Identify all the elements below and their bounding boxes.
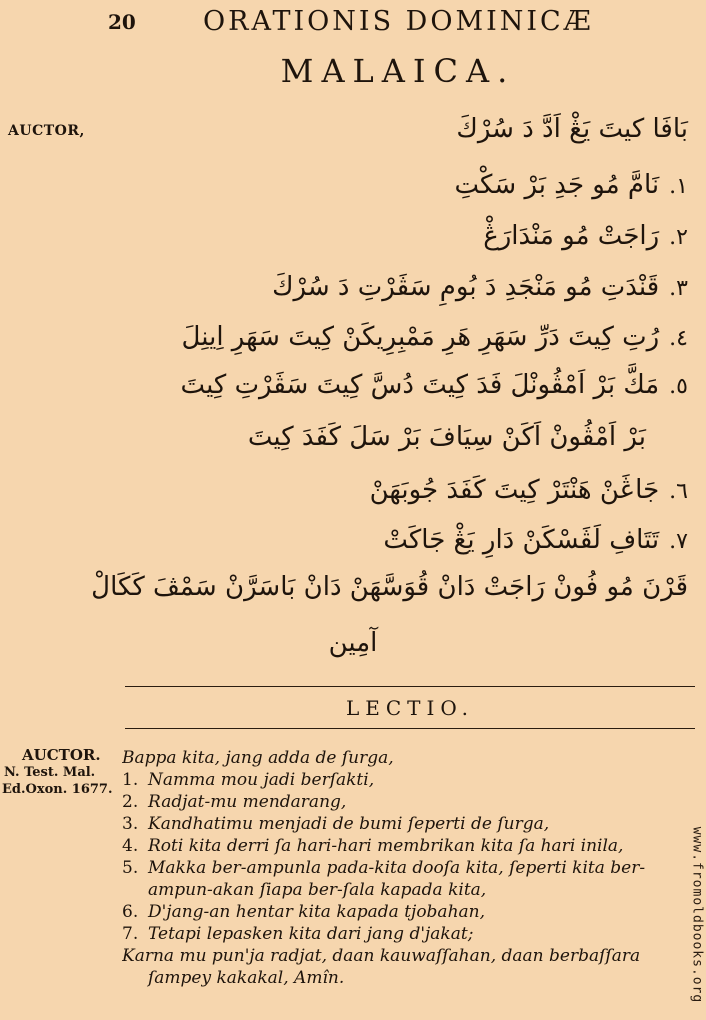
section-title: LECTIO. xyxy=(345,696,474,720)
transliteration-line: 7. Tetapi lepasken kita dari jang d'jakat; xyxy=(122,924,474,944)
watermark: www.fromoldbooks.org xyxy=(689,826,705,1004)
transliteration-line: 3. Kandhatimu menjadi de bumi ſeperti de ſurga, xyxy=(122,814,550,834)
verse-number: ٧. xyxy=(669,529,688,554)
arabic-verse-4 xyxy=(182,322,688,352)
transliteration-line: 6. D'jang-an hentar kita kapada tjobahan, xyxy=(122,902,486,922)
transliteration-line: 4. Roti kita derri ſa hari-hari membrikan kita ſa hari inila, xyxy=(122,836,624,856)
verse-number: 2. xyxy=(122,792,139,812)
page-title: MALAICA. xyxy=(280,52,516,90)
verse-number: 3. xyxy=(122,814,139,834)
verse-text: رَاجَتْ مُو مَنْدَارَڠْ xyxy=(483,221,660,251)
verse-number: 4. xyxy=(122,836,139,856)
divider-rule-bottom xyxy=(125,728,695,729)
source-edition: Ed.Oxon. 1677. xyxy=(2,782,113,797)
verse-number: 5. xyxy=(122,858,139,878)
verse-text: نَامَّ مُو جَدِ بَرْ سَكْتِ xyxy=(454,170,660,200)
arabic-verse-2 xyxy=(483,221,688,251)
verse-number: ٦. xyxy=(669,479,688,504)
verse-number: ٣. xyxy=(669,276,688,301)
arabic-verse-5-continued xyxy=(248,422,646,452)
verse-text: جَاڠَنْ هَنْتَرْ كِيتَ كَفَدَ جُوبَهَنْ xyxy=(369,475,660,505)
arabic-verse-3 xyxy=(272,272,688,302)
verse-number: 7. xyxy=(122,924,139,944)
page-number: 20 xyxy=(108,10,136,34)
arabic-verse-1 xyxy=(455,170,688,200)
transliteration-line: Bappa kita, jang adda de ſurga, xyxy=(122,748,394,768)
verse-number: 6. xyxy=(122,902,139,922)
transliteration-line: 1. Namma mou jadi berſakti, xyxy=(122,770,375,790)
transliteration-line: ſampey kakakal, Amîn. xyxy=(148,968,345,988)
source-work: N. Test. Mal. xyxy=(4,765,96,780)
verse-number: 1. xyxy=(122,770,139,790)
arabic-verse-5 xyxy=(181,370,688,400)
divider-rule-top xyxy=(125,686,695,687)
transliteration-line: 2. Radjat-mu mendarang, xyxy=(122,792,347,812)
arabic-invocation: بَافَا كيتَ يَڠْ اَدَّ دَ سُرْكَ xyxy=(456,114,688,144)
arabic-amen: آمِين xyxy=(328,628,378,658)
page-header xyxy=(0,6,706,36)
transliteration-line: Karna mu pun'ja radjat, daan kauwaſſahan, daan berbaſſara xyxy=(122,946,641,966)
verse-text: تَتَافِ لَڤَسْكَنْ دَارِ يَڠْ جَاكَتْ xyxy=(383,525,660,555)
side-label-auctor: AUCTOR, xyxy=(8,123,85,139)
transliteration-line: 5. Makka ber-ampunla pada-kita dooſa kita, ſeperti kita ber- xyxy=(122,858,646,878)
verse-number: ٥. xyxy=(669,374,688,399)
source-attribution xyxy=(0,747,120,798)
source-author: AUCTOR. xyxy=(22,746,101,764)
verse-text: بَرْ اَمْڤُونْ اَكَنْ سِيَافَ بَرْ سَلَ كَفَدَ كِيتَ xyxy=(247,422,646,452)
verse-text: قَنْدَتِ مُو مَنْجَدِ دَ بُومِ سَڤَرْتِ دَ سُرْكَ xyxy=(272,272,660,302)
verse-number: ٢. xyxy=(669,225,688,250)
running-title: ORATIONIS DOMINICÆ xyxy=(203,6,594,37)
verse-text: رُتِ كِيتَ دَرِّ سَهَرِ هَرِ مَمْبِرِيكَنْ كِيتَ سَهَرِ اِينِلَ xyxy=(181,322,660,352)
transliteration-line: ampun-akan ſiapa ber-ſala kapada kita, xyxy=(148,880,487,900)
arabic-verse-7 xyxy=(383,525,688,555)
arabic-doxology: قَرْنَ مُو فُونْ رَاجَتْ دَانْ قُوَسَّهَنْ دَانْ بَاسَرَّنْ سَمْڤَ كَكَالْ xyxy=(91,572,688,602)
verse-number: ٤. xyxy=(669,326,688,351)
verse-text: مَكَّ بَرْ اَمْڤُونْلَ فَدَ كِيتَ دُسَّ كِيتَ سَڤَرْتِ كِيتَ xyxy=(180,370,660,400)
verse-number: ١. xyxy=(669,174,688,199)
arabic-verse-6 xyxy=(370,475,688,505)
transliteration-block xyxy=(122,747,687,989)
